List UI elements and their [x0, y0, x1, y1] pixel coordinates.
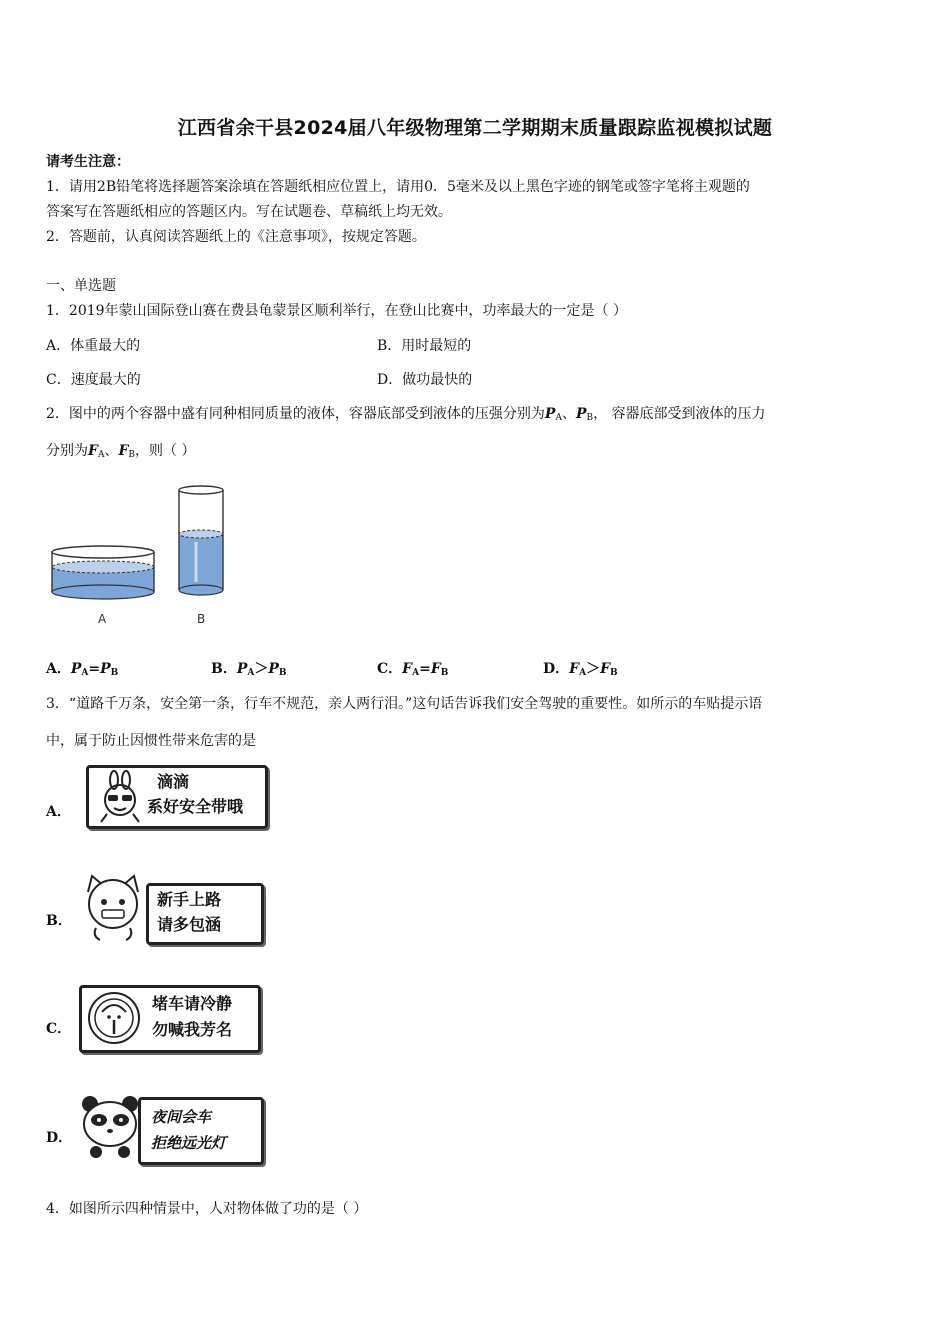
page-title: 江西省余干县2024届八年级物理第二学期期末质量跟踪监视模拟试题: [177, 117, 773, 139]
sticker-d-line-1: 夜间会车: [151, 1108, 212, 1126]
sticker-c-line-1: 堵车请冷静: [152, 994, 233, 1013]
sticker-c-line-2: 勿喊我芳名: [152, 1020, 233, 1039]
q1-option-a: A．体重最大的: [46, 338, 141, 354]
sticker-c: [79, 985, 261, 1053]
container-b-label: B: [197, 612, 206, 626]
q4-stem: 4．如图所示四种情景中，人对物体做了功的是（ ）: [46, 1201, 368, 1217]
q1-option-c: C．速度最大的: [46, 372, 141, 388]
sticker-a: [86, 765, 268, 829]
container-b: [179, 486, 223, 595]
rabbit-icon: [95, 770, 145, 824]
q2-option-d: D．$F_A>F_B$: [543, 661, 618, 678]
q3-stem-line-1: 3．“道路千万条，安全第一条，行车不规范，亲人两行泪。”这句话告诉我们安全驾驶的重要性。如所示的车贴提示语: [46, 696, 763, 712]
sticker-a-line-1: 滴滴: [157, 772, 190, 791]
sticker-b: [146, 883, 264, 945]
q2-stem-line-1: 2．图中的两个容器中盛有同种相同质量的液体，容器底部受到液体的压强分别为$P_A$、$P_B$， 容器底部受到液体的压力: [46, 406, 766, 423]
q2-option-c: C．$F_A=F_B$: [377, 661, 449, 678]
container-a: [52, 546, 154, 599]
cat-icon: [78, 872, 148, 944]
q2-stem-line-2: 分别为$F_A$、$F_B$，则（ ）: [46, 443, 196, 460]
panda-icon: [78, 1092, 142, 1164]
sticker-d: [138, 1097, 264, 1165]
q3-option-d-label: D．: [46, 1130, 73, 1146]
section-heading: 一、单选题: [46, 278, 116, 294]
q1-option-d: D．做功最快的: [377, 372, 473, 388]
container-a-label: A: [98, 612, 107, 626]
quiet-face-icon: [86, 990, 142, 1046]
sticker-b-line-2: 请多包涵: [157, 915, 222, 934]
sticker-a-line-2: 系好安全带哦: [147, 797, 244, 816]
containers-figure: [46, 482, 246, 632]
q3-option-b-label: B．: [46, 913, 72, 929]
notice-line-1: 1．请用2B铅笔将选择题答案涂填在答题纸相应位置上，请用0．5毫米及以上黑色字迹的钢笔或签字笔将主观题的: [46, 179, 750, 195]
q2-option-a: A．$P_A=P_B$: [46, 661, 119, 678]
q3-option-c-label: C．: [46, 1021, 72, 1037]
notice-line-3: 2．答题前，认真阅读答题纸上的《注意事项》，按规定答题。: [46, 229, 426, 245]
q3-option-a-label: A．: [46, 804, 71, 820]
q3-stem-line-2: 中，属于防止因惯性带来危害的是: [46, 733, 256, 749]
q2-option-b: B．$P_A>P_B$: [211, 661, 287, 678]
q1-stem: 1．2019年蒙山国际登山赛在费县龟蒙景区顺利举行，在登山比赛中，功率最大的一定是（ ）: [46, 303, 627, 319]
sticker-b-line-1: 新手上路: [157, 890, 222, 909]
notice-heading: 请考生注意：: [46, 154, 130, 170]
q1-option-b: B．用时最短的: [377, 338, 472, 354]
notice-line-2: 答案写在答题纸相应的答题区内。写在试题卷、草稿纸上均无效。: [46, 204, 452, 220]
sticker-d-line-2: 拒绝远光灯: [151, 1134, 227, 1152]
